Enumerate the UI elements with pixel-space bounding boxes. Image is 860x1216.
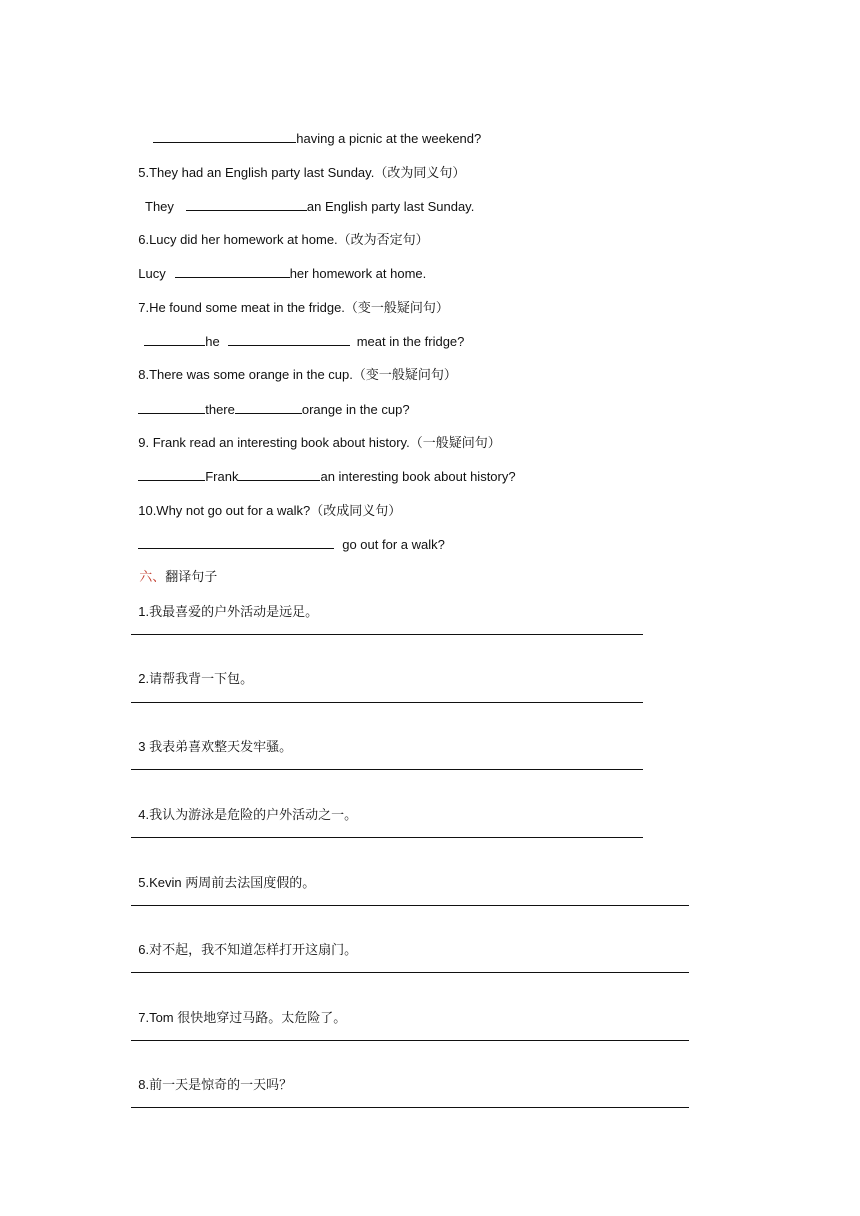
q5-prompt-text: 5.They had an English party last Sunday. bbox=[138, 165, 375, 180]
blank-field[interactable] bbox=[175, 265, 290, 278]
q9-prompt bbox=[131, 416, 501, 453]
translation-item-1 bbox=[131, 585, 318, 622]
answer-line[interactable] bbox=[131, 905, 689, 906]
item-text: 请帮我背一下包。 bbox=[149, 672, 254, 687]
q8-instruction: （变一般疑问句） bbox=[352, 368, 457, 383]
q7-answer-end: meat in the fridge? bbox=[356, 334, 465, 349]
q4-answer-line bbox=[146, 112, 481, 148]
answer-line[interactable] bbox=[131, 1040, 689, 1041]
translation-item-8 bbox=[131, 1058, 292, 1095]
blank-field[interactable] bbox=[238, 468, 320, 481]
q5-answer-end: an English party last Sunday. bbox=[306, 199, 475, 214]
section-heading-number: 六、 bbox=[139, 570, 166, 585]
item-text: 两周前去法国度假的。 bbox=[185, 876, 316, 891]
item-text: 我表弟喜欢整天发牢骚。 bbox=[149, 740, 293, 755]
answer-line[interactable] bbox=[131, 769, 643, 770]
translation-item-6 bbox=[131, 923, 357, 960]
blank-field[interactable] bbox=[228, 333, 350, 346]
q7-prompt-text: 7.He found some meat in the fridge. bbox=[138, 300, 345, 315]
section-heading-text: 翻译句子 bbox=[165, 570, 218, 585]
q10-prompt bbox=[131, 484, 401, 521]
q8-answer-line bbox=[131, 383, 410, 419]
translation-item-4 bbox=[131, 788, 357, 825]
q7-instruction: （变一般疑问句） bbox=[344, 301, 449, 316]
blank-field[interactable] bbox=[138, 401, 205, 414]
q8-prompt-text: 8.There was some orange in the cup. bbox=[138, 367, 353, 382]
item-text: 我最喜爱的户外活动是远足。 bbox=[149, 605, 319, 620]
item-text: 前一天是惊奇的一天吗？ bbox=[149, 1078, 293, 1093]
blank-field[interactable] bbox=[153, 130, 296, 143]
q5-instruction: （改为同义句） bbox=[374, 166, 466, 181]
item-number: 6. bbox=[138, 942, 150, 957]
q10-answer-end: go out for a walk? bbox=[342, 537, 445, 552]
q7-answer-line bbox=[137, 315, 464, 351]
answer-line[interactable] bbox=[131, 1107, 689, 1108]
blank-field[interactable] bbox=[186, 198, 307, 211]
answer-line[interactable] bbox=[131, 972, 689, 973]
q10-instruction: （改成同义句） bbox=[310, 504, 402, 519]
item-number: 3 bbox=[138, 739, 150, 754]
translation-item-5 bbox=[131, 856, 315, 893]
q9-answer-line bbox=[131, 450, 516, 486]
q5-prompt bbox=[131, 146, 465, 183]
q6-answer-line bbox=[131, 247, 426, 283]
blank-field[interactable] bbox=[138, 536, 334, 549]
q8-answer-end: orange in the cup? bbox=[301, 402, 410, 417]
q6-answer-end: her homework at home. bbox=[289, 266, 427, 281]
q7-answer-mid: he bbox=[205, 334, 220, 349]
q9-prompt-text: 9. Frank read an interesting book about history. bbox=[138, 435, 410, 450]
q10-prompt-text: 10.Why not go out for a walk? bbox=[138, 503, 311, 518]
q9-instruction: （一般疑问句） bbox=[409, 436, 501, 451]
q5-answer-start: They bbox=[145, 199, 174, 214]
section-heading bbox=[131, 551, 217, 587]
translation-item-2 bbox=[131, 652, 253, 689]
item-number: 1. bbox=[138, 604, 150, 619]
q5-answer-line bbox=[138, 180, 474, 216]
q4-tail-text: having a picnic at the weekend? bbox=[296, 131, 482, 146]
q9-answer-mid: Frank bbox=[205, 469, 239, 484]
item-number: 7.Tom bbox=[138, 1010, 178, 1025]
q8-prompt bbox=[131, 348, 457, 385]
q8-answer-mid: there bbox=[205, 402, 235, 417]
blank-field[interactable] bbox=[138, 468, 205, 481]
translation-item-3 bbox=[131, 720, 292, 757]
item-number: 4. bbox=[138, 807, 150, 822]
item-number: 8. bbox=[138, 1077, 150, 1092]
answer-line[interactable] bbox=[131, 634, 643, 635]
blank-field[interactable] bbox=[235, 401, 302, 414]
blank-field[interactable] bbox=[144, 333, 205, 346]
q10-answer-line bbox=[131, 518, 445, 554]
item-text: 我认为游泳是危险的户外活动之一。 bbox=[149, 808, 358, 823]
q6-instruction: （改为否定句） bbox=[337, 233, 429, 248]
item-number: 5.Kevin bbox=[138, 875, 186, 890]
q7-prompt bbox=[131, 281, 449, 318]
q6-answer-start: Lucy bbox=[138, 266, 166, 281]
item-number: 2. bbox=[138, 671, 150, 686]
item-text: 对不起，我不知道怎样打开这扇门。 bbox=[149, 943, 358, 958]
translation-item-7 bbox=[131, 991, 346, 1028]
item-text: 很快地穿过马路。太危险了。 bbox=[177, 1011, 347, 1026]
q6-prompt-text: 6.Lucy did her homework at home. bbox=[138, 232, 338, 247]
q9-answer-end: an interesting book about history? bbox=[320, 469, 516, 484]
answer-line[interactable] bbox=[131, 837, 643, 838]
answer-line[interactable] bbox=[131, 702, 643, 703]
q6-prompt bbox=[131, 213, 429, 250]
